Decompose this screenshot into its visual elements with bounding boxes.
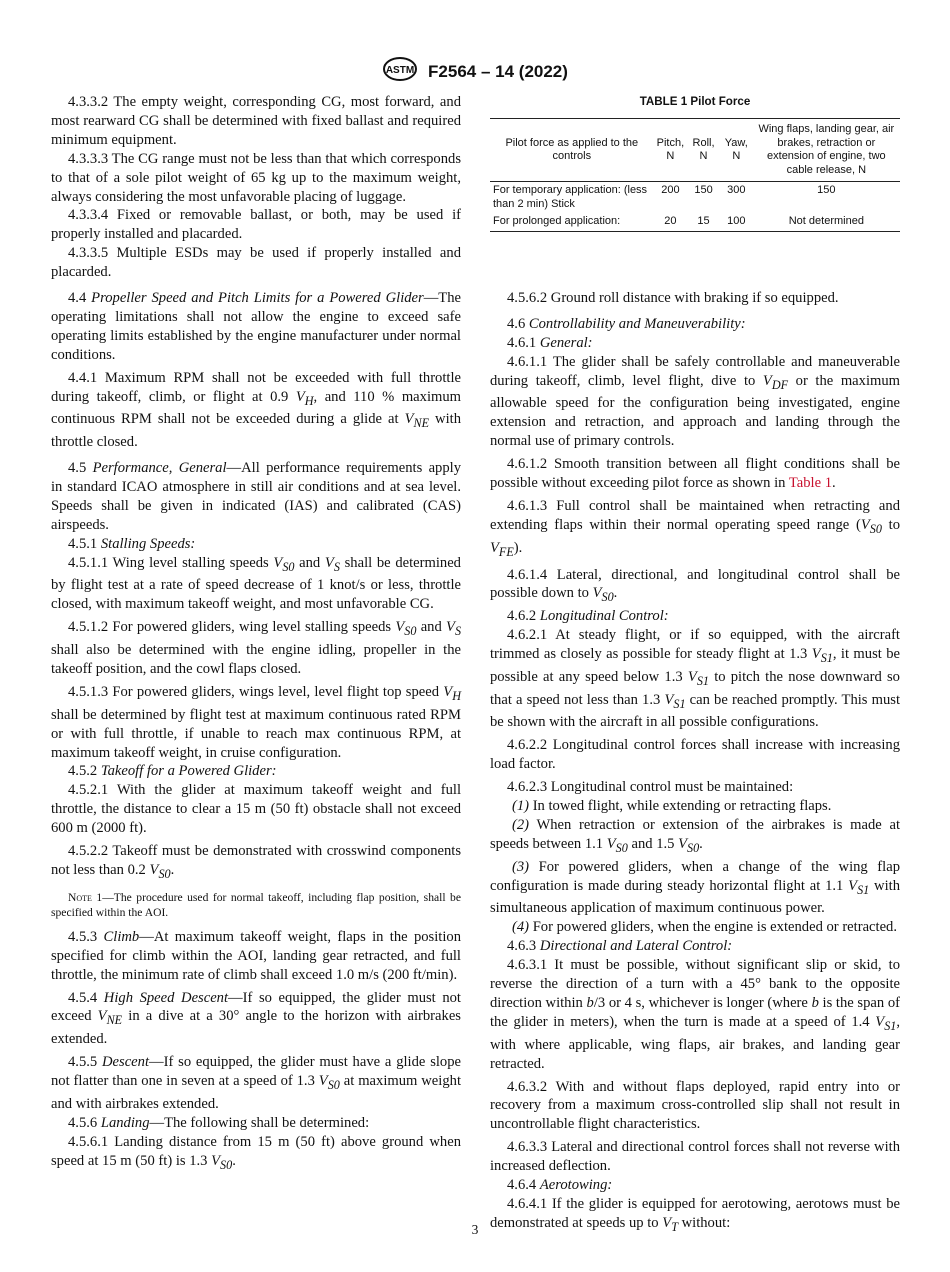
- section-4-5-5: 4.5.5 Descent—If so equipped, the glider must have a glide slope not flatter than one in seven at a speed of 1.3 $V_{S0}$ at maximum weight and with airbrakes extended.: [51, 1054, 461, 1112]
- note-1: Note 1—The procedure used for normal takeoff, including flap position, shall be specified within the AOI.: [51, 890, 461, 920]
- section-4-6: 4.6 Controllability and Maneuverability:: [507, 315, 746, 332]
- section-4-6-4-1: 4.6.4.1 If the glider is equipped for aerotowing, aerotows must be demonstrated at speeds up to $V_T$ without:: [490, 1195, 900, 1234]
- table-header-cell: Yaw, N: [720, 118, 753, 181]
- section-4-6-1-3: 4.6.1.3 Full control shall be maintained when retracting and extending flaps within their normal operating speed range ($V_{S0}$ to $V_{FE}$).: [490, 497, 900, 559]
- list-item: (1) In towed flight, while extending or retracting flaps.: [512, 798, 832, 815]
- section-4-3-3-3: 4.3.3.3 The CG range must not be less than that which corresponds to that of a sole pilot weight of 65 kg up to the maximum weight, always considering the most unfavorable placing of luggage.: [51, 150, 461, 205]
- table-row: [490, 182, 900, 214]
- svg-text:ASTM: ASTM: [385, 65, 415, 76]
- section-4-4: 4.4 Propeller Speed and Pitch Limits for a Powered Glider—The operating limitations shall not allow the engine to exceed safe operating limits established by the engine manufacturer under normal conditions.: [51, 290, 461, 363]
- section-4-6-4: 4.6.4 Aerotowing:: [507, 1177, 613, 1194]
- section-4-5-2-2: 4.5.2.2 Takeoff must be demonstrated with crosswind components not less than 0.2 $V_{S0}$.: [51, 843, 461, 881]
- page-number: 3: [471, 1222, 479, 1237]
- table-cell: Not determined: [753, 213, 900, 231]
- section-4-5: 4.5 Performance, General—All performance requirements apply in standard ICAO atmosphere in still air conditions and at sea level. Speeds shall be given in indicated (IAS) and calibrated (CAS) airspeeds.: [51, 460, 462, 533]
- table-header-cell: Roll, N: [687, 118, 720, 181]
- table-cell: 150: [817, 184, 836, 197]
- table-title: TABLE 1 Pilot Force: [639, 95, 751, 108]
- list-item: (3) For powered gliders, when a change of the wing flap configuration is made during steady horizontal flight at 1.1 $V_{S1}$ with simultaneous application of maximum continuous power.: [490, 858, 900, 917]
- section-4-4-1: 4.4.1 Maximum RPM shall not be exceeded with full throttle during takeoff, climb, or flight at 0.9 $V_H$, and 110 % maximum continuous RPM shall not be exceeded during a glide at $V_{NE}$ with throttle closed.: [51, 369, 462, 451]
- section-4-6-2-3: 4.6.2.3 Longitudinal control must be maintained:: [507, 779, 794, 796]
- section-4-5-1: 4.5.1 Stalling Speeds:: [68, 535, 196, 552]
- section-4-6-1-1: 4.6.1.1 The glider shall be safely controllable and maneuverable during takeoff, climb, level flight, dive to $V_{DF}$ or the maximum allowable speed for the configuration being investigated, engine extension and retraction, and approach and landing through the normal use of primary controls.: [490, 353, 900, 450]
- section-4-5-1-3: 4.5.1.3 For powered gliders, wings level, level flight top speed $V_H$ shall be determined by flight test at maximum continuous rated RPM or with full throttle, if unable to reach max continuous RPM, at maximum takeoff weight, in cruise configuration.: [51, 683, 461, 761]
- left-column: [51, 93, 461, 1174]
- section-4-6-3-2: 4.6.3.2 With and without flaps deployed, rapid entry into or recovery from a maximum cross-controlled slip shall not result in uncontrollable flight characteristics.: [490, 1078, 900, 1133]
- table-cell: For prolonged application:: [490, 213, 654, 231]
- section-4-6-2: 4.6.2 Longitudinal Control:: [507, 608, 669, 625]
- section-4-3-3-2: 4.3.3.2 The empty weight, corresponding CG, most forward, and most rearward CG shall be determined with fixed ballast and required minimum equipment.: [51, 94, 461, 148]
- page-header: [0, 56, 950, 84]
- table-cell: For temporary application: (less than 2 min) Stick: [493, 184, 648, 210]
- table-row: [490, 213, 900, 231]
- table-cell: 20: [654, 213, 688, 231]
- list-item: (4) For powered gliders, when the engine is extended or retracted.: [512, 919, 897, 936]
- section-4-5-6-1: 4.5.6.1 Landing distance from 15 m (50 ft) above ground when speed at 15 m (50 ft) is 1.3 $V_{S0}$.: [51, 1133, 461, 1172]
- pilot-force-table: [490, 118, 900, 232]
- section-4-3-3-4: 4.3.3.4 Fixed or removable ballast, or both, may be used if properly installed and placarded.: [51, 207, 461, 243]
- table-cell: 100: [720, 213, 753, 231]
- table-cell: 200: [661, 184, 680, 197]
- table-header-cell: Wing flaps, landing gear, air brakes, retraction or extension of engine, two cable release, N: [753, 118, 900, 181]
- table-cell: 300: [727, 184, 746, 197]
- section-4-6-3: 4.6.3 Directional and Lateral Control:: [507, 938, 733, 955]
- section-4-5-4: 4.5.4 High Speed Descent—If so equipped, the glider must not exceed $V_{NE}$ in a dive at a 30° angle to the horizon with airbrakes extended.: [51, 989, 461, 1048]
- table-1-link[interactable]: Table 1: [788, 475, 833, 492]
- section-4-6-1-4: 4.6.1.4 Lateral, directional, and longitudinal control shall be possible down to $V_{S0}$.: [490, 566, 900, 605]
- table-header-cell: Pitch, N: [654, 118, 688, 181]
- section-4-6-2-2: 4.6.2.2 Longitudinal control forces shall increase with increasing load factor.: [490, 737, 900, 773]
- section-4-6-1-2: 4.6.1.2 Smooth transition between all flight conditions shall be possible without exceeding pilot force as shown in Table 1.: [490, 456, 900, 492]
- section-4-5-2-1: 4.5.2.1 With the glider at maximum takeoff weight and full throttle, the distance to clear a 15 m (50 ft) obstacle shall not exceed 600 m (2000 ft).: [51, 782, 461, 837]
- section-4-5-1-1: 4.5.1.1 Wing level stalling speeds $V_{S0}$ and $V_S$ shall be determined by flight test at a rate of speed decrease of 1 knot/s or less, throttle closed, with maximum takeoff weight, and most unfavorable CG.: [51, 554, 461, 613]
- section-4-6-2-1: 4.6.2.1 At steady flight, or if so equipped, with the aircraft trimmed as closely as possible for steady flight at 1.3 $V_{S1}$, it must be possible at any speed below 1.3 $V_{S1}$ to pitch the nose downward so that a speed not less than 1.3 $V_{S1}$ can be reached promptly. This must be shown with the aircraft in all possible configurations.: [490, 627, 901, 731]
- astm-logo-icon: [382, 56, 418, 87]
- list-item: (2) When retraction or extension of the airbrakes is made at speeds between 1.1 $V_{S0}$ and 1.5 $V_{S0}$.: [490, 817, 901, 855]
- document-designation: F2564 – 14 (2022): [428, 61, 568, 81]
- section-4-5-1-2: 4.5.1.2 For powered gliders, wing level stalling speeds $V_{S0}$ and $V_S$ shall also be determined with the engine idling, propeller in the takeoff position, and the cowl flaps closed.: [51, 619, 462, 677]
- section-4-6-1: 4.6.1 General:: [507, 334, 593, 351]
- section-4-3-3-5: 4.3.3.5 Multiple ESDs may be used if properly installed and placarded.: [51, 245, 461, 281]
- table-cell: 150: [694, 184, 713, 197]
- section-4-6-3-3: 4.6.3.3 Lateral and directional control forces shall not reverse with increased deflection.: [490, 1139, 900, 1175]
- table-cell: 15: [687, 213, 720, 231]
- section-4-6-3-1: 4.6.3.1 It must be possible, without significant slip or skid, to reverse the direction of a turn with a 45° bank to the opposite direction within b/3 or 4 s, whichever is longer (where b is the span of the glider in meters), when the turn is made at a speed of 1.4 $V_{S1}$, with where applicable, wing flaps, air brakes, and landing gear retracted.: [490, 957, 900, 1072]
- right-column: [490, 289, 900, 1237]
- table-header-cell: Pilot force as applied to the controls: [490, 118, 654, 181]
- section-4-5-3: 4.5.3 Climb—At maximum takeoff weight, flaps in the position specified for climb within the AOI, landing gear retracted, and full throttle, the minimum rate of climb shall exceed 1.0 m/s (200 ft/min).: [51, 928, 461, 983]
- section-4-5-2: 4.5.2 Takeoff for a Powered Glider:: [68, 763, 277, 780]
- pilot-force-table-block: [490, 93, 900, 232]
- section-4-5-6-2: 4.5.6.2 Ground roll distance with braking if so equipped.: [507, 290, 839, 306]
- section-4-5-6: 4.5.6 Landing—The following shall be determined:: [68, 1114, 370, 1131]
- table-header-row: [490, 118, 900, 181]
